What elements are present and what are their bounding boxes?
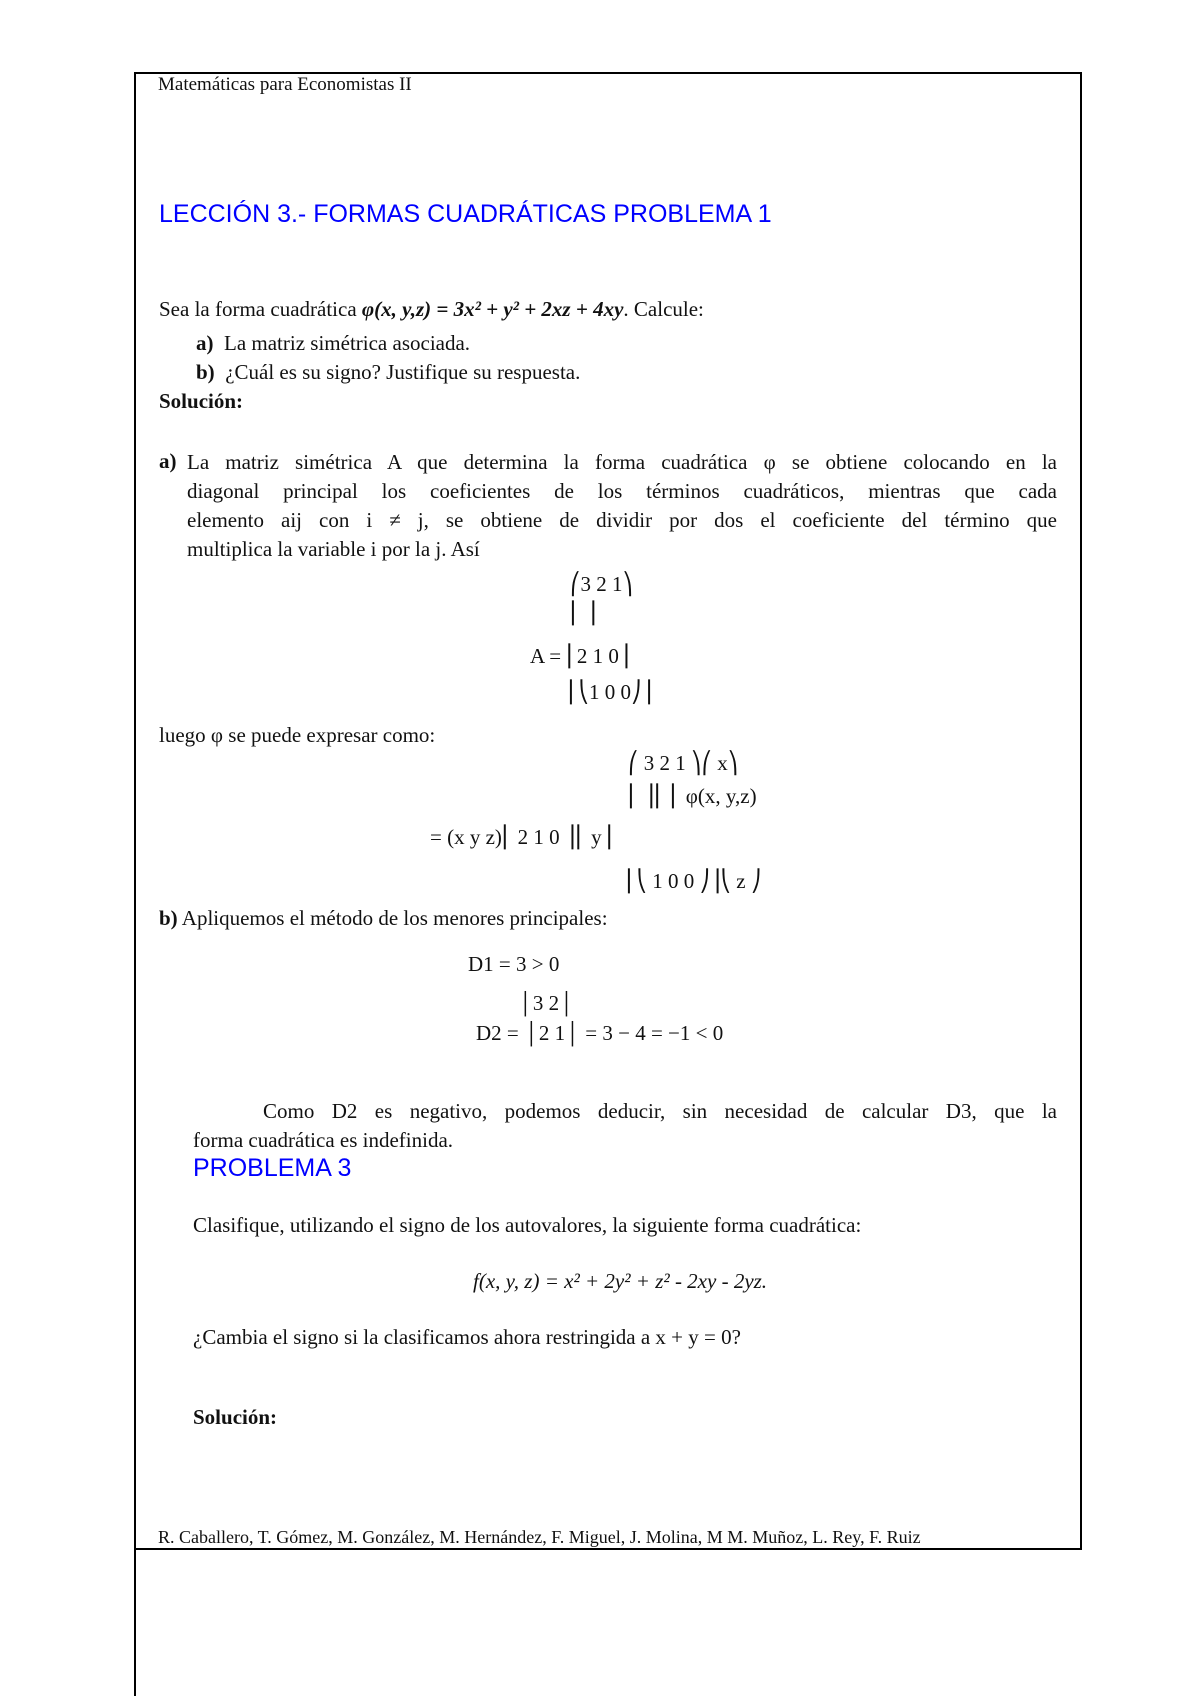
quadratic-row-3: = (x y z)⎜ 2 1 0 ⎟⎜ y⎟ <box>430 825 613 849</box>
d2-row-1: │3 2│ <box>518 991 575 1015</box>
matrix-row-4: ⎜⎝1 0 0⎠⎟ <box>568 680 652 704</box>
document-header: Matemáticas para Economistas II <box>158 74 412 95</box>
item-a <box>196 331 470 356</box>
quadratic-row-2: ⎜ ⎟⎜ ⎜ φ(x, y,z) <box>628 784 757 808</box>
sol-b <box>159 906 608 931</box>
sol-a-line3: elemento aij con i ≠ j, se obtiene de dividir por dos el coeficiente del término que <box>187 508 1057 532</box>
item-a-text: La matriz simétrica asociada. <box>224 331 471 355</box>
problem3-question: ¿Cambia el signo si la clasificamos ahora restringida a x + y = 0? <box>193 1325 741 1349</box>
matrix-equation: A = ⎜2 1 0⎟ <box>530 644 630 668</box>
d2-formula: D2 = │2 1│ = 3 − 4 = −1 < 0 <box>476 1021 724 1045</box>
sol-a-label: a) <box>159 449 177 473</box>
problem1-title: LECCIÓN 3.- FORMAS CUADRÁTICAS PROBLEMA 1 <box>159 200 772 228</box>
conclusion-paragraph <box>193 1097 1057 1155</box>
conclusion-line1: Como D2 es negativo, podemos deducir, sin necesidad de calcular D3, que la <box>263 1099 1057 1123</box>
solution-label-3: Solución: <box>193 1405 278 1429</box>
luego-text: luego φ se puede expresar como: <box>159 723 436 747</box>
sol-a-line1: La matriz simétrica A que determina la forma cuadrática φ se obtiene colocando en la <box>187 450 1057 474</box>
page-frame-bottom <box>134 1548 1082 1550</box>
problem3-statement: Clasifique, utilizando el signo de los autovalores, la siguiente forma cuadrática: <box>193 1213 862 1237</box>
d1-formula: D1 = 3 > 0 <box>468 952 560 976</box>
matrix-row-2: ⎜ ⎟ <box>570 601 597 625</box>
sol-a-line4: multiplica la variable i por la j. Así <box>187 537 480 561</box>
sol-b-label: b) <box>159 906 178 930</box>
item-b <box>196 360 580 385</box>
item-b-text: ¿Cuál es su signo? Justifique su respuesta. <box>225 360 581 384</box>
phi-expression: φ(x, y,z) = 3x² + y² + 2xz + 4xy <box>361 297 624 321</box>
matrix-row-1: ⎛3 2 1⎞ <box>570 572 633 596</box>
copyright-footer: R. Caballero, T. Gómez, M. González, M. Hernández, F. Miguel, J. Molina, M M. Muñoz, L. Rey, F. Ruiz <box>158 1527 921 1547</box>
quadratic-row-1: ⎛ 3 2 1 ⎞⎛ x⎞ <box>628 751 739 775</box>
problem3-formula: f(x, y, z) = x² + 2y² + z² - 2xy - 2yz. <box>473 1269 768 1293</box>
sol-b-text: Apliquemos el método de los menores principales: <box>181 906 608 930</box>
sol-a-line2: diagonal principal los coeficientes de los términos cuadráticos, mientras que cada <box>187 479 1057 503</box>
item-a-label: a) <box>196 331 214 355</box>
quadratic-row-4: ⎜⎝ 1 0 0 ⎠⎟⎝ z ⎠ <box>626 869 762 893</box>
sol-a-paragraph <box>187 448 1057 564</box>
problem1-statement <box>159 297 704 322</box>
page-frame-right <box>1080 72 1082 1550</box>
page-frame-left <box>134 72 136 1696</box>
statement-lead: Sea la forma cuadrática <box>159 297 357 321</box>
item-b-label: b) <box>196 360 215 384</box>
problem3-title: PROBLEMA 3 <box>193 1154 352 1182</box>
conclusion-line2: forma cuadrática es indefinida. <box>193 1128 454 1152</box>
solution-label-1: Solución: <box>159 389 244 413</box>
statement-end: . Calcule: <box>623 297 704 321</box>
